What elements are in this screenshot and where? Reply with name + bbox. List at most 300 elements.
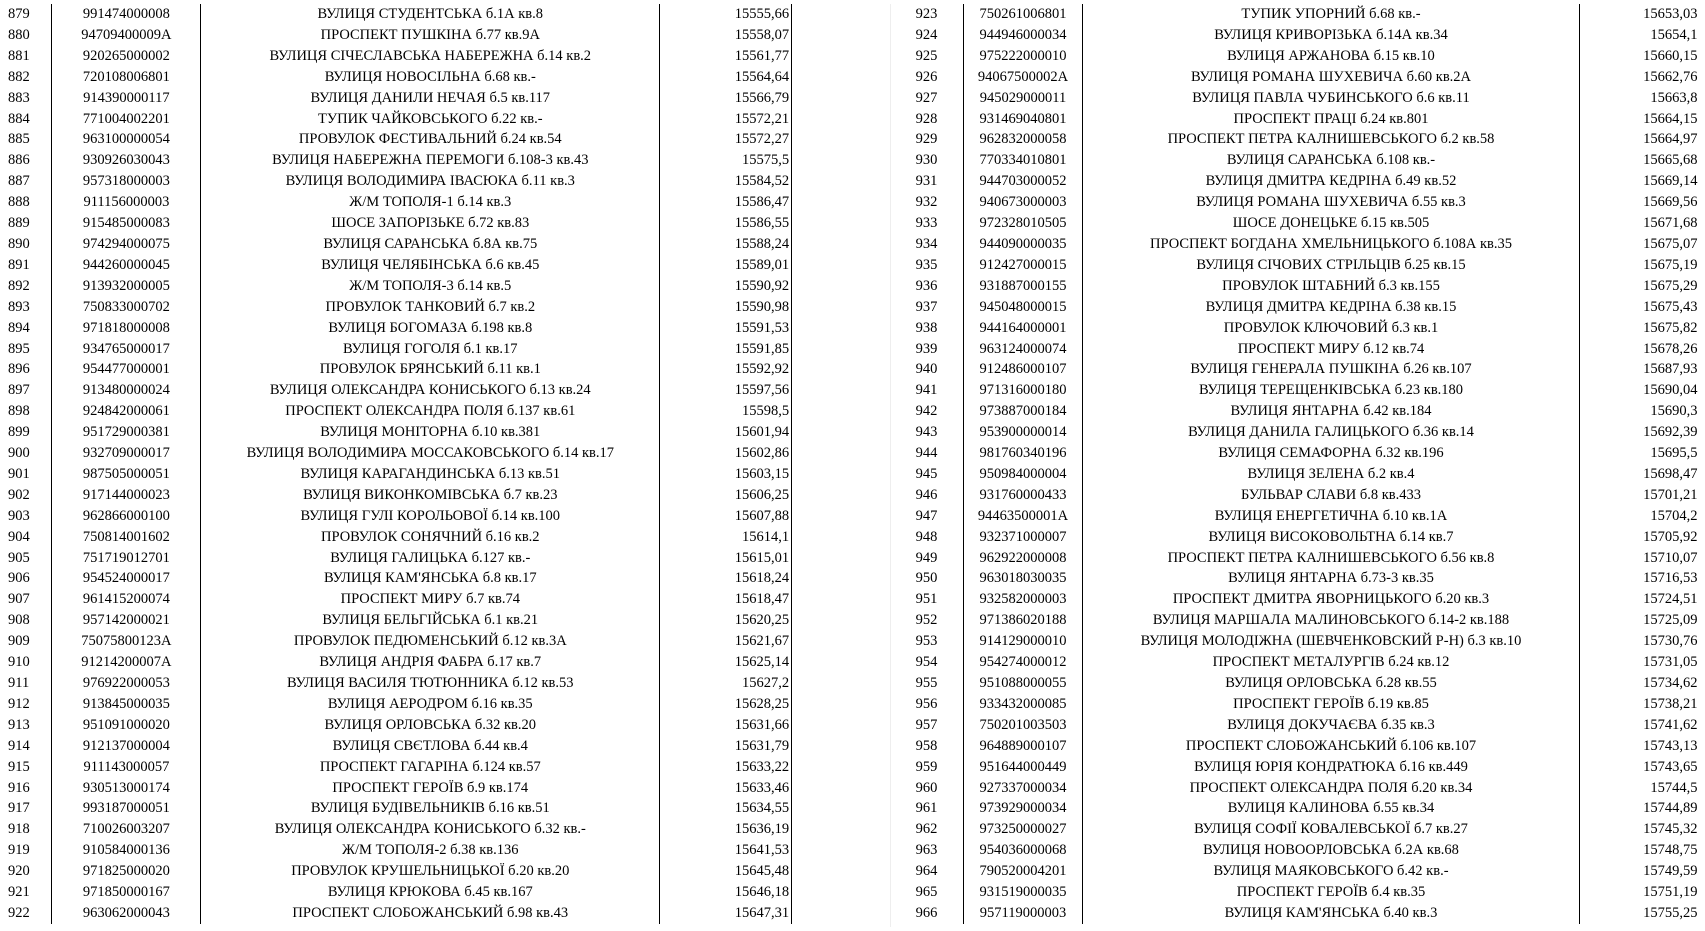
table-row bbox=[0, 527, 860, 548]
table-row bbox=[890, 610, 1700, 631]
empty-cell bbox=[792, 778, 860, 799]
table-row bbox=[890, 234, 1700, 255]
address-cell: ВУЛИЦЯ НАБЕРЕЖНА ПЕРЕМОГИ б.108-3 кв.43 bbox=[201, 150, 660, 171]
amount-cell: 15589,01 bbox=[660, 255, 792, 276]
empty-cell bbox=[792, 4, 860, 25]
table-row bbox=[0, 861, 860, 882]
table-row bbox=[890, 548, 1700, 569]
row-number-cell: 888 bbox=[0, 192, 52, 213]
amount-cell: 15606,25 bbox=[660, 485, 792, 506]
table-row bbox=[0, 276, 860, 297]
row-number-cell: 901 bbox=[0, 464, 52, 485]
row-number-cell: 959 bbox=[890, 757, 964, 778]
table-row bbox=[0, 359, 860, 380]
account-number-cell: 954477000001 bbox=[52, 359, 201, 380]
amount-cell: 15675,82 bbox=[1643, 319, 1698, 336]
address-cell: ВУЛИЦЯ ОЛЕКСАНДРА КОНИСЬКОГО б.13 кв.24 bbox=[201, 380, 660, 401]
row-number-cell: 952 bbox=[890, 610, 964, 631]
table-row bbox=[890, 715, 1700, 736]
address-cell: ВУЛИЦЯ ВИКОНКОМІВСЬКА б.7 кв.23 bbox=[201, 485, 660, 506]
amount-cell: 15710,07 bbox=[1643, 549, 1698, 566]
row-number-cell: 933 bbox=[890, 213, 964, 234]
empty-cell bbox=[792, 422, 860, 443]
address-cell: ВУЛИЦЯ ДОКУЧАЄВА б.35 кв.3 bbox=[1083, 715, 1580, 736]
table-row bbox=[0, 882, 860, 903]
account-number-cell: 915485000083 bbox=[52, 213, 201, 234]
empty-cell bbox=[792, 339, 860, 360]
address-cell: ПРОВУЛОК ШТАБНИЙ б.3 кв.155 bbox=[1083, 276, 1580, 297]
empty-cell bbox=[792, 171, 860, 192]
address-cell: ВУЛИЦЯ ГАЛИЦЬКА б.127 кв.- bbox=[201, 548, 660, 569]
address-cell: ПРОВУЛОК СОНЯЧНИЙ б.16 кв.2 bbox=[201, 527, 660, 548]
amount-cell: 15698,47 bbox=[1643, 465, 1698, 482]
amount-cell: 15695,5 bbox=[1650, 445, 1698, 462]
account-number-cell: 910584000136 bbox=[52, 840, 201, 861]
address-cell: БУЛЬВАР СЛАВИ б.8 кв.433 bbox=[1083, 485, 1580, 506]
row-number-cell: 881 bbox=[0, 46, 52, 67]
account-number-cell: 962922000008 bbox=[964, 548, 1083, 569]
row-number-cell: 938 bbox=[890, 318, 964, 339]
account-number-cell: 963062000043 bbox=[52, 903, 201, 924]
table-row bbox=[0, 67, 860, 88]
amount-cell: 15678,26 bbox=[1643, 340, 1698, 357]
account-number-cell: 914390000117 bbox=[52, 88, 201, 109]
account-number-cell: 963124000074 bbox=[964, 339, 1083, 360]
amount-cell: 15620,25 bbox=[660, 610, 792, 631]
empty-cell bbox=[792, 798, 860, 819]
amount-cell: 15725,09 bbox=[1643, 612, 1698, 629]
row-number-cell: 905 bbox=[0, 548, 52, 569]
empty-cell bbox=[792, 652, 860, 673]
table-row bbox=[0, 778, 860, 799]
row-number-cell: 898 bbox=[0, 401, 52, 422]
address-cell: ТУПИК ЧАЙКОВСЬКОГО б.22 кв.- bbox=[201, 109, 660, 130]
account-number-cell: 972328010505 bbox=[964, 213, 1083, 234]
row-number-cell: 918 bbox=[0, 819, 52, 840]
address-cell: ПРОСПЕКТ ПЕТРА КАЛНИШЕВСЬКОГО б.56 кв.8 bbox=[1083, 548, 1580, 569]
account-number-cell: 917144000023 bbox=[52, 485, 201, 506]
table-row bbox=[890, 129, 1700, 150]
account-number-cell: 720108006801 bbox=[52, 67, 201, 88]
amount-cell: 15566,79 bbox=[660, 88, 792, 109]
address-cell: Ж/М ТОПОЛЯ-2 б.38 кв.136 bbox=[201, 840, 660, 861]
row-number-cell: 910 bbox=[0, 652, 52, 673]
amount-cell: 15675,07 bbox=[1643, 235, 1698, 252]
address-cell: ВУЛИЦЯ ОРЛОВСЬКА б.32 кв.20 bbox=[201, 715, 660, 736]
account-number-cell: 912427000015 bbox=[964, 255, 1083, 276]
account-number-cell: 913480000024 bbox=[52, 380, 201, 401]
empty-cell bbox=[792, 401, 860, 422]
row-number-cell: 965 bbox=[890, 882, 964, 903]
table-row bbox=[0, 715, 860, 736]
table-row bbox=[890, 171, 1700, 192]
address-cell: ПРОСПЕКТ ОЛЕКСАНДРА ПОЛЯ б.20 кв.34 bbox=[1083, 778, 1580, 799]
table-row bbox=[0, 171, 860, 192]
address-cell: ПРОСПЕКТ ДМИТРА ЯВОРНИЦЬКОГО б.20 кв.3 bbox=[1083, 589, 1580, 610]
account-number-cell: 940673000003 bbox=[964, 192, 1083, 213]
account-number-cell: 957142000021 bbox=[52, 610, 201, 631]
empty-cell bbox=[792, 67, 860, 88]
row-number-cell: 930 bbox=[890, 150, 964, 171]
address-cell: ВУЛИЦЯ КАМ'ЯНСЬКА б.40 кв.3 bbox=[1083, 903, 1580, 924]
amount-cell: 15751,19 bbox=[1643, 884, 1698, 901]
amount-cell: 15671,68 bbox=[1643, 215, 1698, 232]
amount-cell: 15603,15 bbox=[660, 464, 792, 485]
address-cell: ПРОСПЕКТ ПЕТРА КАЛНИШЕВСЬКОГО б.2 кв.58 bbox=[1083, 129, 1580, 150]
row-number-cell: 936 bbox=[890, 276, 964, 297]
address-cell: ВУЛИЦЯ КРЮКОВА б.45 кв.167 bbox=[201, 882, 660, 903]
address-cell: ВУЛИЦЯ ВОЛОДИМИРА МОССАКОВСЬКОГО б.14 кв.17 bbox=[201, 443, 660, 464]
amount-cell: 15645,48 bbox=[660, 861, 792, 882]
empty-cell bbox=[792, 213, 860, 234]
empty-cell bbox=[792, 861, 860, 882]
address-cell: ПРОВУЛОК ПЕДЮМЕНСЬКИЙ б.12 кв.3А bbox=[201, 631, 660, 652]
debt-table-right bbox=[890, 4, 1700, 924]
account-number-cell: 957119000003 bbox=[964, 903, 1083, 924]
amount-cell: 15586,47 bbox=[660, 192, 792, 213]
address-cell: ВУЛИЦЯ СОФІЇ КОВАЛЕВСЬКОЇ б.7 кв.27 bbox=[1083, 819, 1580, 840]
row-number-cell: 929 bbox=[890, 129, 964, 150]
table-row bbox=[0, 46, 860, 67]
address-cell: ПРОСПЕКТ МИРУ б.12 кв.74 bbox=[1083, 339, 1580, 360]
account-number-cell: 94709400009А bbox=[52, 25, 201, 46]
table-row bbox=[0, 464, 860, 485]
amount-cell: 15615,01 bbox=[660, 548, 792, 569]
table-row bbox=[890, 778, 1700, 799]
empty-cell bbox=[792, 380, 860, 401]
row-number-cell: 883 bbox=[0, 88, 52, 109]
amount-cell: 15731,05 bbox=[1643, 654, 1698, 671]
row-number-cell: 962 bbox=[890, 819, 964, 840]
row-number-cell: 961 bbox=[890, 798, 964, 819]
row-number-cell: 902 bbox=[0, 485, 52, 506]
account-number-cell: 950984000004 bbox=[964, 464, 1083, 485]
account-number-cell: 91214200007А bbox=[52, 652, 201, 673]
address-cell: ВУЛИЦЯ СІЧОВИХ СТРІЛЬЦІВ б.25 кв.15 bbox=[1083, 255, 1580, 276]
account-number-cell: 954274000012 bbox=[964, 652, 1083, 673]
account-number-cell: 790520004201 bbox=[964, 861, 1083, 882]
address-cell: ВУЛИЦЯ МОНІТОРНА б.10 кв.381 bbox=[201, 422, 660, 443]
address-cell: ВУЛИЦЯ ТЕРЕЩЕНКІВСЬКА б.23 кв.180 bbox=[1083, 380, 1580, 401]
table-row bbox=[0, 548, 860, 569]
row-number-cell: 886 bbox=[0, 150, 52, 171]
row-number-cell: 917 bbox=[0, 798, 52, 819]
table-row bbox=[890, 25, 1700, 46]
amount-cell: 15704,2 bbox=[1650, 507, 1698, 524]
table-row bbox=[890, 213, 1700, 234]
address-cell: Ж/М ТОПОЛЯ-3 б.14 кв.5 bbox=[201, 276, 660, 297]
table-row bbox=[0, 903, 860, 924]
table-row bbox=[890, 861, 1700, 882]
row-number-cell: 904 bbox=[0, 527, 52, 548]
row-number-cell: 920 bbox=[0, 861, 52, 882]
account-number-cell: 981760340196 bbox=[964, 443, 1083, 464]
account-number-cell: 974294000075 bbox=[52, 234, 201, 255]
empty-cell bbox=[792, 359, 860, 380]
address-cell: ПРОВУЛОК ТАНКОВИЙ б.7 кв.2 bbox=[201, 297, 660, 318]
amount-cell: 15588,24 bbox=[660, 234, 792, 255]
account-number-cell: 933432000085 bbox=[964, 694, 1083, 715]
table-row bbox=[890, 46, 1700, 67]
amount-cell: 15745,32 bbox=[1643, 821, 1698, 838]
account-number-cell: 951729000381 bbox=[52, 422, 201, 443]
empty-cell bbox=[792, 736, 860, 757]
empty-cell bbox=[792, 255, 860, 276]
row-number-cell: 923 bbox=[890, 4, 964, 25]
empty-cell bbox=[792, 757, 860, 778]
row-number-cell: 926 bbox=[890, 67, 964, 88]
row-number-cell: 919 bbox=[0, 840, 52, 861]
table-row bbox=[0, 506, 860, 527]
row-number-cell: 897 bbox=[0, 380, 52, 401]
address-cell: ПРОСПЕКТ БОГДАНА ХМЕЛЬНИЦЬКОГО б.108А кв.35 bbox=[1083, 234, 1580, 255]
row-number-cell: 954 bbox=[890, 652, 964, 673]
amount-cell: 15592,92 bbox=[660, 359, 792, 380]
address-cell: ВУЛИЦЯ КАРАГАНДИНСЬКА б.13 кв.51 bbox=[201, 464, 660, 485]
amount-cell: 15633,46 bbox=[660, 778, 792, 799]
amount-cell: 15743,13 bbox=[1643, 737, 1698, 754]
row-number-cell: 953 bbox=[890, 631, 964, 652]
account-number-cell: 920265000002 bbox=[52, 46, 201, 67]
row-number-cell: 939 bbox=[890, 339, 964, 360]
amount-cell: 15748,75 bbox=[1643, 842, 1698, 859]
row-number-cell: 935 bbox=[890, 255, 964, 276]
row-number-cell: 915 bbox=[0, 757, 52, 778]
account-number-cell: 971818000008 bbox=[52, 318, 201, 339]
amount-cell: 15690,04 bbox=[1643, 382, 1698, 399]
account-number-cell: 710026003207 bbox=[52, 819, 201, 840]
account-number-cell: 944946000034 bbox=[964, 25, 1083, 46]
amount-cell: 15618,24 bbox=[660, 568, 792, 589]
account-number-cell: 931760000433 bbox=[964, 485, 1083, 506]
row-number-cell: 916 bbox=[0, 778, 52, 799]
table-row bbox=[890, 297, 1700, 318]
account-number-cell: 75075800123А bbox=[52, 631, 201, 652]
amount-cell: 15631,66 bbox=[660, 715, 792, 736]
account-number-cell: 750201003503 bbox=[964, 715, 1083, 736]
table-row bbox=[0, 150, 860, 171]
account-number-cell: 750833000702 bbox=[52, 297, 201, 318]
row-number-cell: 911 bbox=[0, 673, 52, 694]
amount-cell: 15641,53 bbox=[660, 840, 792, 861]
right-table-block bbox=[890, 4, 1705, 927]
table-row bbox=[890, 506, 1700, 527]
row-number-cell: 922 bbox=[0, 903, 52, 924]
row-number-cell: 931 bbox=[890, 171, 964, 192]
table-row bbox=[890, 4, 1700, 25]
row-number-cell: 928 bbox=[890, 109, 964, 130]
row-number-cell: 879 bbox=[0, 4, 52, 25]
table-row bbox=[0, 568, 860, 589]
address-cell: ШОСЕ ДОНЕЦЬКЕ б.15 кв.505 bbox=[1083, 213, 1580, 234]
empty-cell bbox=[792, 192, 860, 213]
row-number-cell: 944 bbox=[890, 443, 964, 464]
table-row bbox=[890, 318, 1700, 339]
address-cell: ВУЛИЦЯ ДМИТРА КЕДРІНА б.38 кв.15 bbox=[1083, 297, 1580, 318]
row-number-cell: 937 bbox=[890, 297, 964, 318]
table-row bbox=[890, 464, 1700, 485]
empty-cell bbox=[792, 673, 860, 694]
address-cell: ВУЛИЦЯ ДАНИЛИ НЕЧАЯ б.5 кв.117 bbox=[201, 88, 660, 109]
amount-cell: 15741,62 bbox=[1643, 716, 1698, 733]
empty-cell bbox=[792, 46, 860, 67]
row-number-cell: 949 bbox=[890, 548, 964, 569]
address-cell: ВУЛИЦЯ КАЛИНОВА б.55 кв.34 bbox=[1083, 798, 1580, 819]
table-row bbox=[890, 819, 1700, 840]
amount-cell: 15664,15 bbox=[1643, 110, 1698, 127]
row-number-cell: 887 bbox=[0, 171, 52, 192]
empty-cell bbox=[792, 485, 860, 506]
account-number-cell: 94067500002А bbox=[964, 67, 1083, 88]
amount-cell: 15653,03 bbox=[1643, 6, 1698, 22]
amount-cell: 15755,25 bbox=[1643, 904, 1698, 921]
address-cell: ВУЛИЦЯ ЮРІЯ КОНДРАТЮКА б.16 кв.449 bbox=[1083, 757, 1580, 778]
account-number-cell: 913932000005 bbox=[52, 276, 201, 297]
empty-cell bbox=[792, 109, 860, 130]
address-cell: ВУЛИЦЯ ГУЛІ КОРОЛЬОВОЇ б.14 кв.100 bbox=[201, 506, 660, 527]
amount-cell: 15730,76 bbox=[1643, 633, 1698, 650]
address-cell: ПРОВУЛОК КЛЮЧОВИЙ б.3 кв.1 bbox=[1083, 318, 1580, 339]
empty-cell bbox=[792, 25, 860, 46]
table-row bbox=[890, 401, 1700, 422]
account-number-cell: 771004002201 bbox=[52, 109, 201, 130]
table-row bbox=[890, 109, 1700, 130]
empty-cell bbox=[792, 318, 860, 339]
table-row bbox=[890, 443, 1700, 464]
row-number-cell: 880 bbox=[0, 25, 52, 46]
row-number-cell: 903 bbox=[0, 506, 52, 527]
amount-cell: 15675,19 bbox=[1643, 256, 1698, 273]
table-row bbox=[0, 631, 860, 652]
row-number-cell: 912 bbox=[0, 694, 52, 715]
address-cell: ВУЛИЦЯ ВИСОКОВОЛЬТНА б.14 кв.7 bbox=[1083, 527, 1580, 548]
account-number-cell: 914129000010 bbox=[964, 631, 1083, 652]
address-cell: ПРОСПЕКТ ГАГАРІНА б.124 кв.57 bbox=[201, 757, 660, 778]
table-row bbox=[890, 798, 1700, 819]
row-number-cell: 957 bbox=[890, 715, 964, 736]
account-number-cell: 973929000034 bbox=[964, 798, 1083, 819]
address-cell: ПРОСПЕКТ СЛОБОЖАНСЬКИЙ б.98 кв.43 bbox=[201, 903, 660, 924]
table-row bbox=[890, 150, 1700, 171]
empty-cell bbox=[792, 903, 860, 924]
account-number-cell: 912486000107 bbox=[964, 359, 1083, 380]
row-number-cell: 960 bbox=[890, 778, 964, 799]
account-number-cell: 932582000003 bbox=[964, 589, 1083, 610]
row-number-cell: 956 bbox=[890, 694, 964, 715]
empty-cell bbox=[792, 548, 860, 569]
row-number-cell: 966 bbox=[890, 903, 964, 924]
table-row bbox=[890, 192, 1700, 213]
address-cell: ПРОВУЛОК ФЕСТИВАЛЬНИЙ б.24 кв.54 bbox=[201, 129, 660, 150]
address-cell: ВУЛИЦЯ ГОГОЛЯ б.1 кв.17 bbox=[201, 339, 660, 360]
address-cell: ВУЛИЦЯ РОМАНА ШУХЕВИЧА б.60 кв.2А bbox=[1083, 67, 1580, 88]
row-number-cell: 932 bbox=[890, 192, 964, 213]
account-number-cell: 973887000184 bbox=[964, 401, 1083, 422]
row-number-cell: 907 bbox=[0, 589, 52, 610]
address-cell: ВУЛИЦЯ КАМ'ЯНСЬКА б.8 кв.17 bbox=[201, 568, 660, 589]
row-number-cell: 925 bbox=[890, 46, 964, 67]
address-cell: ВУЛИЦЯ МОЛОДІЖНА (ШЕВЧЕНКОВСКИЙ Р-Н) б.3 кв.10 bbox=[1083, 631, 1580, 652]
table-row bbox=[0, 840, 860, 861]
account-number-cell: 987505000051 bbox=[52, 464, 201, 485]
amount-cell: 15625,14 bbox=[660, 652, 792, 673]
amount-cell: 15590,92 bbox=[660, 276, 792, 297]
account-number-cell: 750261006801 bbox=[964, 4, 1083, 25]
table-row bbox=[0, 798, 860, 819]
address-cell: ВУЛИЦЯ БОГОМАЗА б.198 кв.8 bbox=[201, 318, 660, 339]
amount-cell: 15701,21 bbox=[1643, 486, 1698, 503]
address-cell: ПРОСПЕКТ ОЛЕКСАНДРА ПОЛЯ б.137 кв.61 bbox=[201, 401, 660, 422]
amount-cell: 15724,51 bbox=[1643, 591, 1698, 608]
account-number-cell: 971825000020 bbox=[52, 861, 201, 882]
account-number-cell: 991474000008 bbox=[52, 4, 201, 25]
amount-cell: 15654,1 bbox=[1650, 26, 1698, 43]
address-cell: ПРОВУЛОК КРУШЕЛЬНИЦЬКОЇ б.20 кв.20 bbox=[201, 861, 660, 882]
amount-cell: 15675,43 bbox=[1643, 298, 1698, 315]
empty-cell bbox=[792, 443, 860, 464]
account-number-cell: 954036000068 bbox=[964, 840, 1083, 861]
row-number-cell: 955 bbox=[890, 673, 964, 694]
table-row bbox=[890, 568, 1700, 589]
amount-cell: 15744,5 bbox=[1650, 779, 1698, 796]
empty-cell bbox=[792, 297, 860, 318]
table-row bbox=[0, 736, 860, 757]
empty-cell bbox=[792, 819, 860, 840]
account-number-cell: 993187000051 bbox=[52, 798, 201, 819]
address-cell: ВУЛИЦЯ МАЯКОВСЬКОГО б.42 кв.- bbox=[1083, 861, 1580, 882]
amount-cell: 15618,47 bbox=[660, 589, 792, 610]
row-number-cell: 948 bbox=[890, 527, 964, 548]
address-cell: ВУЛИЦЯ АРЖАНОВА б.15 кв.10 bbox=[1083, 46, 1580, 67]
account-number-cell: 932709000017 bbox=[52, 443, 201, 464]
row-number-cell: 951 bbox=[890, 589, 964, 610]
amount-cell: 15633,22 bbox=[660, 757, 792, 778]
address-cell: ВУЛИЦЯ НОВООРЛОВСЬКА б.2А кв.68 bbox=[1083, 840, 1580, 861]
empty-cell bbox=[792, 527, 860, 548]
table-row bbox=[890, 903, 1700, 924]
empty-cell bbox=[792, 506, 860, 527]
row-number-cell: 941 bbox=[890, 380, 964, 401]
account-number-cell: 957318000003 bbox=[52, 171, 201, 192]
amount-cell: 15628,25 bbox=[660, 694, 792, 715]
empty-cell bbox=[792, 464, 860, 485]
account-number-cell: 94463500001А bbox=[964, 506, 1083, 527]
address-cell: ПРОСПЕКТ ГЕРОЇВ б.19 кв.85 bbox=[1083, 694, 1580, 715]
empty-cell bbox=[792, 589, 860, 610]
table-row bbox=[0, 610, 860, 631]
table-row bbox=[890, 589, 1700, 610]
account-number-cell: 962866000100 bbox=[52, 506, 201, 527]
table-row bbox=[0, 255, 860, 276]
empty-cell bbox=[792, 715, 860, 736]
address-cell: ПРОСПЕКТ ГЕРОЇВ б.9 кв.174 bbox=[201, 778, 660, 799]
account-number-cell: 971386020188 bbox=[964, 610, 1083, 631]
empty-cell bbox=[792, 631, 860, 652]
address-cell: ВУЛИЦЯ ЧЕЛЯБІНСЬКА б.6 кв.45 bbox=[201, 255, 660, 276]
table-row bbox=[890, 882, 1700, 903]
account-number-cell: 971850000167 bbox=[52, 882, 201, 903]
table-row bbox=[0, 25, 860, 46]
amount-cell: 15586,55 bbox=[660, 213, 792, 234]
amount-cell: 15597,56 bbox=[660, 380, 792, 401]
amount-cell: 15705,92 bbox=[1643, 528, 1698, 545]
address-cell: ПРОСПЕКТ ПРАЦІ б.24 кв.801 bbox=[1083, 109, 1580, 130]
amount-cell: 15602,86 bbox=[660, 443, 792, 464]
amount-cell: 15636,19 bbox=[660, 819, 792, 840]
table-row bbox=[890, 255, 1700, 276]
empty-cell bbox=[792, 276, 860, 297]
table-row bbox=[0, 297, 860, 318]
